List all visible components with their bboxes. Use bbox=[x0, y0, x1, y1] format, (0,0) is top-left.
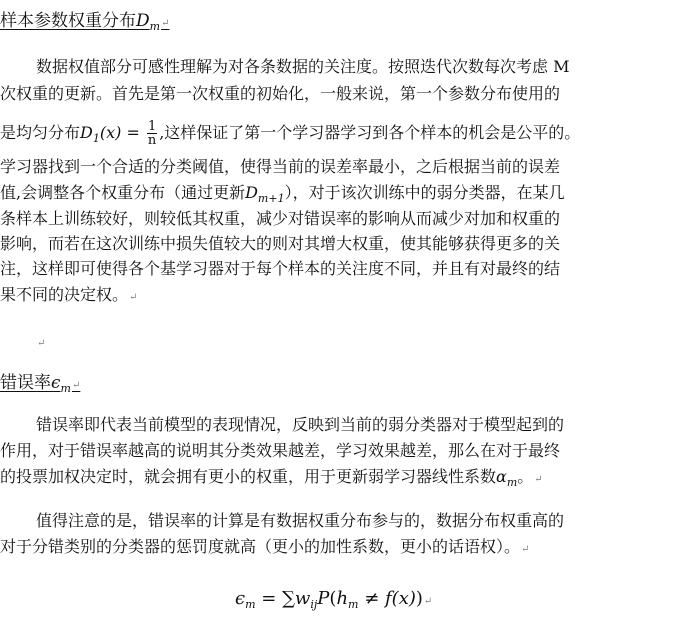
para1-line2: 次权重的更新。首先是第一次权重的初始化，一般来说，第一个参数分布使用的 bbox=[0, 84, 561, 103]
empty-paragraph bbox=[36, 330, 45, 355]
para1-line7: 影响，而若在这次训练中损失值较大的则对其增大权重，使其能够获得更多的关 bbox=[0, 234, 561, 253]
fraction-numerator: 1 bbox=[147, 119, 157, 134]
math-symbol: D bbox=[80, 123, 93, 142]
para1-line1: 数据权值部分可感性理解为对各条数据的关注度。按照迭代次数每次考虑 M bbox=[36, 57, 570, 76]
eq-paren: ( bbox=[329, 588, 337, 609]
section-heading-error-rate bbox=[0, 372, 80, 400]
eq-not-equal: ≠ bbox=[358, 588, 385, 609]
heading-subscript: m bbox=[149, 20, 161, 33]
eq-paren: ) bbox=[415, 588, 423, 609]
heading-text: 样本参数权重分布 bbox=[0, 11, 136, 31]
para2-line3 bbox=[0, 466, 543, 494]
section-heading-sample-weights bbox=[0, 10, 169, 38]
math-symbol: D bbox=[245, 183, 258, 202]
para3-line2 bbox=[0, 536, 529, 561]
text-fragment: ,这样保证了第一个学习器学习到各个样本的机会是公平的。 bbox=[159, 123, 581, 142]
para1-line8: 注，这样即可使得各个基学习器对于每个样本的关注度不同，并且有对最终的结 bbox=[0, 259, 561, 278]
eq-lhs-subscript: m bbox=[245, 598, 256, 611]
text-fragment: 对于分错类别的分类器的惩罚度就高（更小的加性系数，更小的话语权）。 bbox=[0, 537, 521, 556]
eq-weight: w bbox=[294, 588, 311, 609]
eq-probability: P bbox=[317, 588, 330, 609]
para1-line4: 学习器找到一个合适的分类阈值，使得当前的误差率最小，之后根据当前的误差 bbox=[0, 157, 561, 176]
para1-line6: 条样本上训练较好，则较低其权重，减少对错误率的影响从而减少对加和权重的 bbox=[0, 209, 561, 228]
paragraph-mark: ↵ bbox=[71, 380, 81, 391]
math-symbol: α bbox=[496, 467, 507, 486]
text-fragment: ），对于该次训练中的弱分类器，在某几 bbox=[284, 183, 565, 202]
fraction-denominator: n bbox=[147, 133, 157, 148]
fraction bbox=[147, 120, 157, 147]
text-fragment: 果不同的决定权。 bbox=[0, 285, 129, 304]
eq-weight-subscript: ij bbox=[310, 598, 318, 611]
eq-equals: = bbox=[255, 588, 283, 609]
para1-line5 bbox=[0, 182, 565, 210]
heading-symbol: D bbox=[136, 11, 150, 31]
para1-line3 bbox=[0, 120, 580, 150]
paragraph-mark: ↵ bbox=[129, 292, 138, 303]
heading-symbol: ϵ bbox=[51, 373, 61, 393]
para3-line1: 值得注意的是，错误率的计算是有数据权重分布参与的，数据分布权重高的 bbox=[36, 511, 565, 530]
text-fragment: 的投票加权决定时，就会拥有更小的权重，用于更新弱学习器线性系数 bbox=[0, 467, 497, 486]
error-rate-equation bbox=[235, 588, 432, 611]
math-subscript: 1 bbox=[92, 132, 100, 145]
eq-function: f bbox=[385, 588, 392, 609]
math-subscript: m bbox=[506, 476, 518, 489]
eq-function-arg: (x) bbox=[391, 588, 416, 609]
paragraph-mark: ↵ bbox=[521, 544, 530, 555]
text-fragment: 值,会调整各个权重分布（通过更新 bbox=[0, 183, 246, 202]
heading-text: 错误率 bbox=[0, 373, 51, 393]
text-fragment: 是均匀分布 bbox=[0, 123, 81, 142]
math-subscript: m+1 bbox=[257, 192, 285, 205]
paragraph-mark: ↵ bbox=[423, 596, 433, 607]
para2-line2: 作用，对于错误率越高的说明其分类效果越差，学习效果越差，那么在对于最终 bbox=[0, 441, 561, 460]
paragraph-mark: ↵ bbox=[534, 474, 543, 485]
paragraph-mark: ↵ bbox=[37, 338, 46, 349]
eq-lhs: ϵ bbox=[235, 588, 246, 609]
eq-sum: ∑ bbox=[282, 588, 295, 609]
math-argument: (x) = bbox=[99, 123, 140, 142]
text-fragment: 。 bbox=[517, 467, 534, 486]
eq-classifier: h bbox=[336, 588, 349, 609]
paragraph-mark: ↵ bbox=[161, 18, 170, 29]
heading-subscript: m bbox=[60, 382, 71, 395]
eq-classifier-subscript: m bbox=[348, 598, 359, 611]
para2-line1: 错误率即代表当前模型的表现情况，反映到当前的弱分类器对于模型起到的 bbox=[36, 415, 565, 434]
para1-line9 bbox=[0, 284, 137, 309]
